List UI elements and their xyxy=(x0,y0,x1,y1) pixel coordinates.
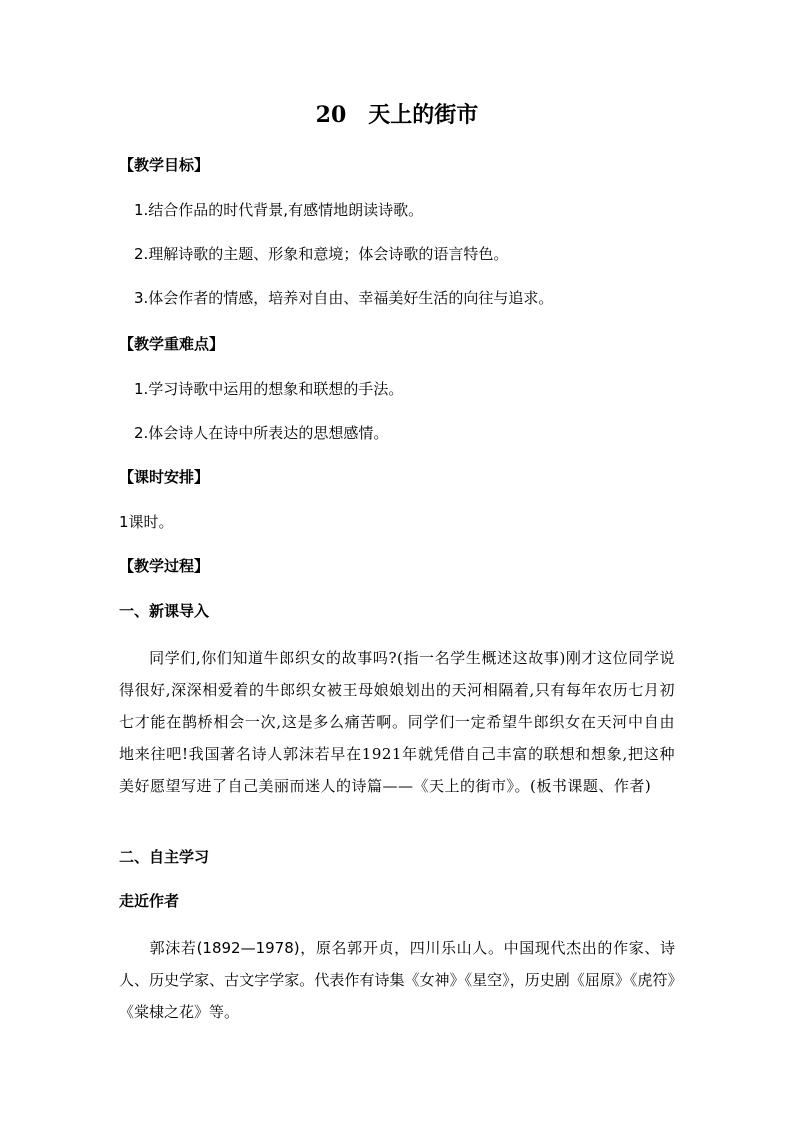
author-paragraph-text: 郭沫若(1892—1978)，原名郭开贞，四川乐山人。中国现代杰出的作家、诗人、历史学家、古文字学家。代表作有诗集《女神》《星空》，历史剧《屈原》《虎符》《棠棣之花》等。 xyxy=(119,939,675,1021)
key-points-heading: 【教学重难点】 xyxy=(119,335,225,353)
objective-item-3: 3.体会作者的情感，培养对自由、幸福美好生活的向往与追求。 xyxy=(134,289,554,307)
schedule-text: 1课时。 xyxy=(119,513,174,531)
page-title xyxy=(0,104,794,126)
intro-heading: 一、新课导入 xyxy=(119,602,210,620)
key-point-item-2: 2.体会诗人在诗中所表达的思想感情。 xyxy=(134,424,389,442)
author-paragraph xyxy=(119,932,675,1028)
objective-item-2: 2.理解诗歌的主题、形象和意境；体会诗歌的语言特色。 xyxy=(134,245,509,263)
intro-paragraph xyxy=(119,642,675,802)
lesson-title: 天上的街市 xyxy=(368,102,479,128)
lesson-number: 20 xyxy=(315,102,347,128)
intro-paragraph-text: 同学们,你们知道牛郎织女的故事吗?(指一名学生概述这故事)刚才这位同学说得很好,深深相爱着的牛郎织女被王母娘娘划出的天河相隔着,只有每年农历七月初七才能在鹊桥相会一次,这是多么痛苦啊。同学们一定希望牛郎织女在天河中自由地来往吧!我国著名诗人郭沫若早在1921年就凭借自己丰富的联想和想象,把这种美好愿望写进了自己美丽而迷人的诗篇——《天上的街市》。(板书课题、作者) xyxy=(119,649,675,795)
self-study-heading: 二、自主学习 xyxy=(119,848,210,866)
schedule-heading: 【课时安排】 xyxy=(119,468,210,486)
process-heading: 【教学过程】 xyxy=(119,557,210,575)
objectives-heading: 【教学目标】 xyxy=(119,156,210,174)
objective-item-1: 1.结合作品的时代背景,有感情地朗读诗歌。 xyxy=(134,201,424,219)
key-point-item-1: 1.学习诗歌中运用的想象和联想的手法。 xyxy=(134,380,404,398)
author-heading: 走近作者 xyxy=(119,892,180,910)
